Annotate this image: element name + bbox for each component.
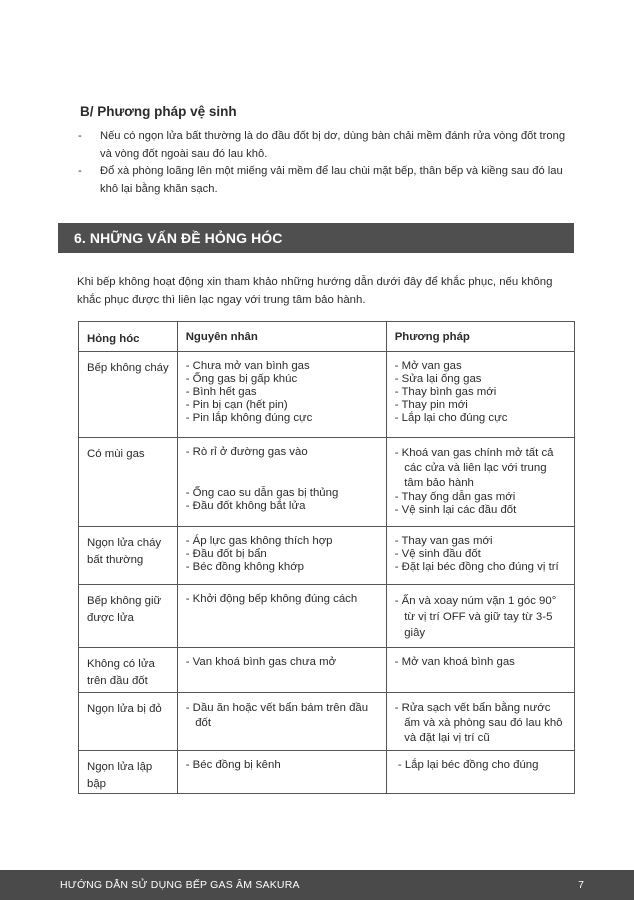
table-row bbox=[79, 585, 575, 648]
table-row bbox=[79, 352, 575, 438]
cause-cell bbox=[177, 352, 386, 438]
problem-cell bbox=[79, 693, 178, 751]
bullet-dash: - bbox=[78, 165, 82, 177]
cause-cell bbox=[177, 648, 386, 693]
table-row bbox=[79, 527, 575, 585]
list-item bbox=[78, 163, 578, 198]
fix-line: - Rửa sạch vết bẩn bằng nước bbox=[394, 702, 551, 714]
fix-line: - Lắp lại cho đúng cực bbox=[394, 412, 508, 424]
fix-line: - Thay bình gas mới bbox=[394, 386, 497, 398]
fix-line: tâm bảo hành bbox=[394, 477, 474, 489]
table-row bbox=[79, 648, 575, 693]
fix-line: - Vệ sinh đầu đốt bbox=[394, 548, 481, 560]
fix-line: - Mở van khoá bình gas bbox=[394, 656, 515, 668]
problem-line: bất thường bbox=[87, 554, 144, 566]
fix-line: ấm và xà phòng sau đó lau khô bbox=[394, 717, 563, 729]
cause-line: - Đầu đốt bị bẩn bbox=[185, 548, 267, 560]
fix-line: - Mở van gas bbox=[394, 360, 462, 372]
cleaning-heading: B/ Phương pháp vệ sinh bbox=[80, 104, 237, 119]
bullet-line: và vòng đốt ngoài sau đó lau khô. bbox=[100, 147, 268, 160]
cause-line: - Khởi động bếp không đúng cách bbox=[185, 593, 358, 605]
list-item bbox=[78, 128, 578, 163]
cause-line: - Ống gas bị gấp khúc bbox=[185, 373, 298, 385]
fix-cell bbox=[386, 527, 574, 585]
problem-cell bbox=[79, 438, 178, 527]
bullet-line: Nếu có ngọn lửa bất thường là do đầu đốt bị dơ, dùng bàn chải mềm đánh rửa vòng đốt trong bbox=[100, 130, 566, 142]
cause-cell bbox=[177, 751, 386, 794]
intro-line: Khi bếp không hoạt động xin tham khảo những hướng dẫn dưới đây để khắc phục, nếu không bbox=[77, 276, 553, 288]
cause-line: - Chưa mở van bình gas bbox=[185, 360, 310, 372]
bullet-line: Đổ xà phòng loãng lên một miếng vải mềm để lau chùi mặt bếp, thân bếp và kiềng sau đó lau bbox=[100, 165, 563, 177]
fix-line: - Ấn và xoay núm vặn 1 góc 90° bbox=[394, 595, 557, 607]
problem-cell bbox=[79, 751, 178, 794]
cause-line: - Rò rỉ ở đường gas vào bbox=[185, 446, 308, 458]
problem-line: Có mùi gas bbox=[87, 448, 145, 460]
cause-cell bbox=[177, 693, 386, 751]
cause-line: - Ống cao su dẫn gas bị thủng bbox=[185, 487, 339, 499]
cause-line: - Bình hết gas bbox=[185, 386, 257, 398]
fix-cell bbox=[386, 751, 574, 794]
table-header-row bbox=[79, 322, 575, 352]
table-row bbox=[79, 438, 575, 527]
cause-cell bbox=[177, 438, 386, 527]
problem-cell bbox=[79, 527, 178, 585]
fix-cell bbox=[386, 438, 574, 527]
bullet-line: khô lại bằng khăn sạch. bbox=[100, 182, 218, 195]
fix-line: - Vệ sinh lại các đầu đốt bbox=[394, 504, 517, 516]
fix-line: - Thay van gas mới bbox=[394, 535, 493, 547]
fix-cell bbox=[386, 693, 574, 751]
bullet-dash: - bbox=[78, 130, 82, 142]
table-row bbox=[79, 693, 575, 751]
cause-line: - Béc đồng bị kênh bbox=[185, 759, 281, 771]
section-header-bar bbox=[58, 223, 574, 253]
problem-cell bbox=[79, 585, 178, 648]
cause-line: - Đầu đốt không bắt lửa bbox=[185, 500, 306, 512]
fix-line: các cửa và liên lạc với trung bbox=[394, 462, 547, 474]
fix-line: từ vị trí OFF và giữ tay từ 3-5 bbox=[394, 611, 553, 623]
fix-line: giây bbox=[394, 627, 426, 639]
problem-cell bbox=[79, 648, 178, 693]
troubleshooting-table bbox=[78, 321, 575, 794]
fix-line: - Thay ống dẫn gas mới bbox=[394, 491, 516, 503]
fix-cell bbox=[386, 585, 574, 648]
fix-line: và đặt lại vị trí cũ bbox=[394, 732, 490, 744]
problem-line: Không có lửa bbox=[87, 658, 155, 670]
problem-line: trên đầu đốt bbox=[87, 675, 148, 687]
cause-line: - Pin bị cạn (hết pin) bbox=[185, 399, 288, 411]
section-title: 6. NHỮNG VẤN ĐỀ HỎNG HÓC bbox=[74, 230, 283, 246]
fix-cell bbox=[386, 352, 574, 438]
intro-line: khắc phục được thì liên lạc ngay với trung tâm bảo hành. bbox=[77, 294, 366, 306]
intro-paragraph bbox=[77, 273, 582, 309]
table-row bbox=[79, 751, 575, 794]
problem-line: Ngọn lửa lập bbox=[87, 761, 153, 773]
cause-line: - Béc đồng không khớp bbox=[185, 561, 304, 573]
fix-line: - Khoá van gas chính mở tất cả bbox=[394, 447, 554, 459]
header-cause: Nguyên nhân bbox=[177, 322, 386, 352]
cause-line: - Pin lắp không đúng cực bbox=[185, 412, 313, 424]
cause-cell bbox=[177, 527, 386, 585]
header-problem: Hỏng hóc bbox=[79, 322, 178, 352]
problem-cell bbox=[79, 352, 178, 438]
fix-line: - Lắp lại béc đồng cho đúng bbox=[394, 759, 539, 771]
fix-line: - Đặt lại béc đồng cho đúng vị trí bbox=[394, 561, 559, 573]
cause-line: - Van khoá bình gas chưa mở bbox=[185, 656, 337, 668]
fix-line: - Sửa lại ống gas bbox=[394, 373, 482, 385]
cause-line: đốt bbox=[185, 717, 212, 729]
page-footer bbox=[0, 870, 634, 900]
cleaning-bullet-list bbox=[78, 128, 578, 198]
problem-line: Bếp không cháy bbox=[87, 362, 169, 374]
page-number: 7 bbox=[578, 879, 584, 891]
problem-line: bập bbox=[87, 778, 107, 790]
header-fix: Phương pháp bbox=[386, 322, 574, 352]
footer-title: HƯỚNG DẪN SỬ DỤNG BẾP GAS ÂM SAKURA bbox=[60, 879, 300, 891]
fix-line: - Thay pin mới bbox=[394, 399, 468, 411]
cause-cell bbox=[177, 585, 386, 648]
fix-cell bbox=[386, 648, 574, 693]
problem-line: được lửa bbox=[87, 612, 134, 624]
problem-line: Bếp không giữ bbox=[87, 595, 162, 607]
cause-line: - Áp lực gas không thích hợp bbox=[185, 535, 333, 547]
problem-line: Ngọn lửa cháy bbox=[87, 537, 162, 549]
problem-line: Ngọn lửa bị đỏ bbox=[87, 703, 162, 715]
cause-line: - Dầu ăn hoặc vết bẩn bám trên đầu bbox=[185, 702, 369, 714]
